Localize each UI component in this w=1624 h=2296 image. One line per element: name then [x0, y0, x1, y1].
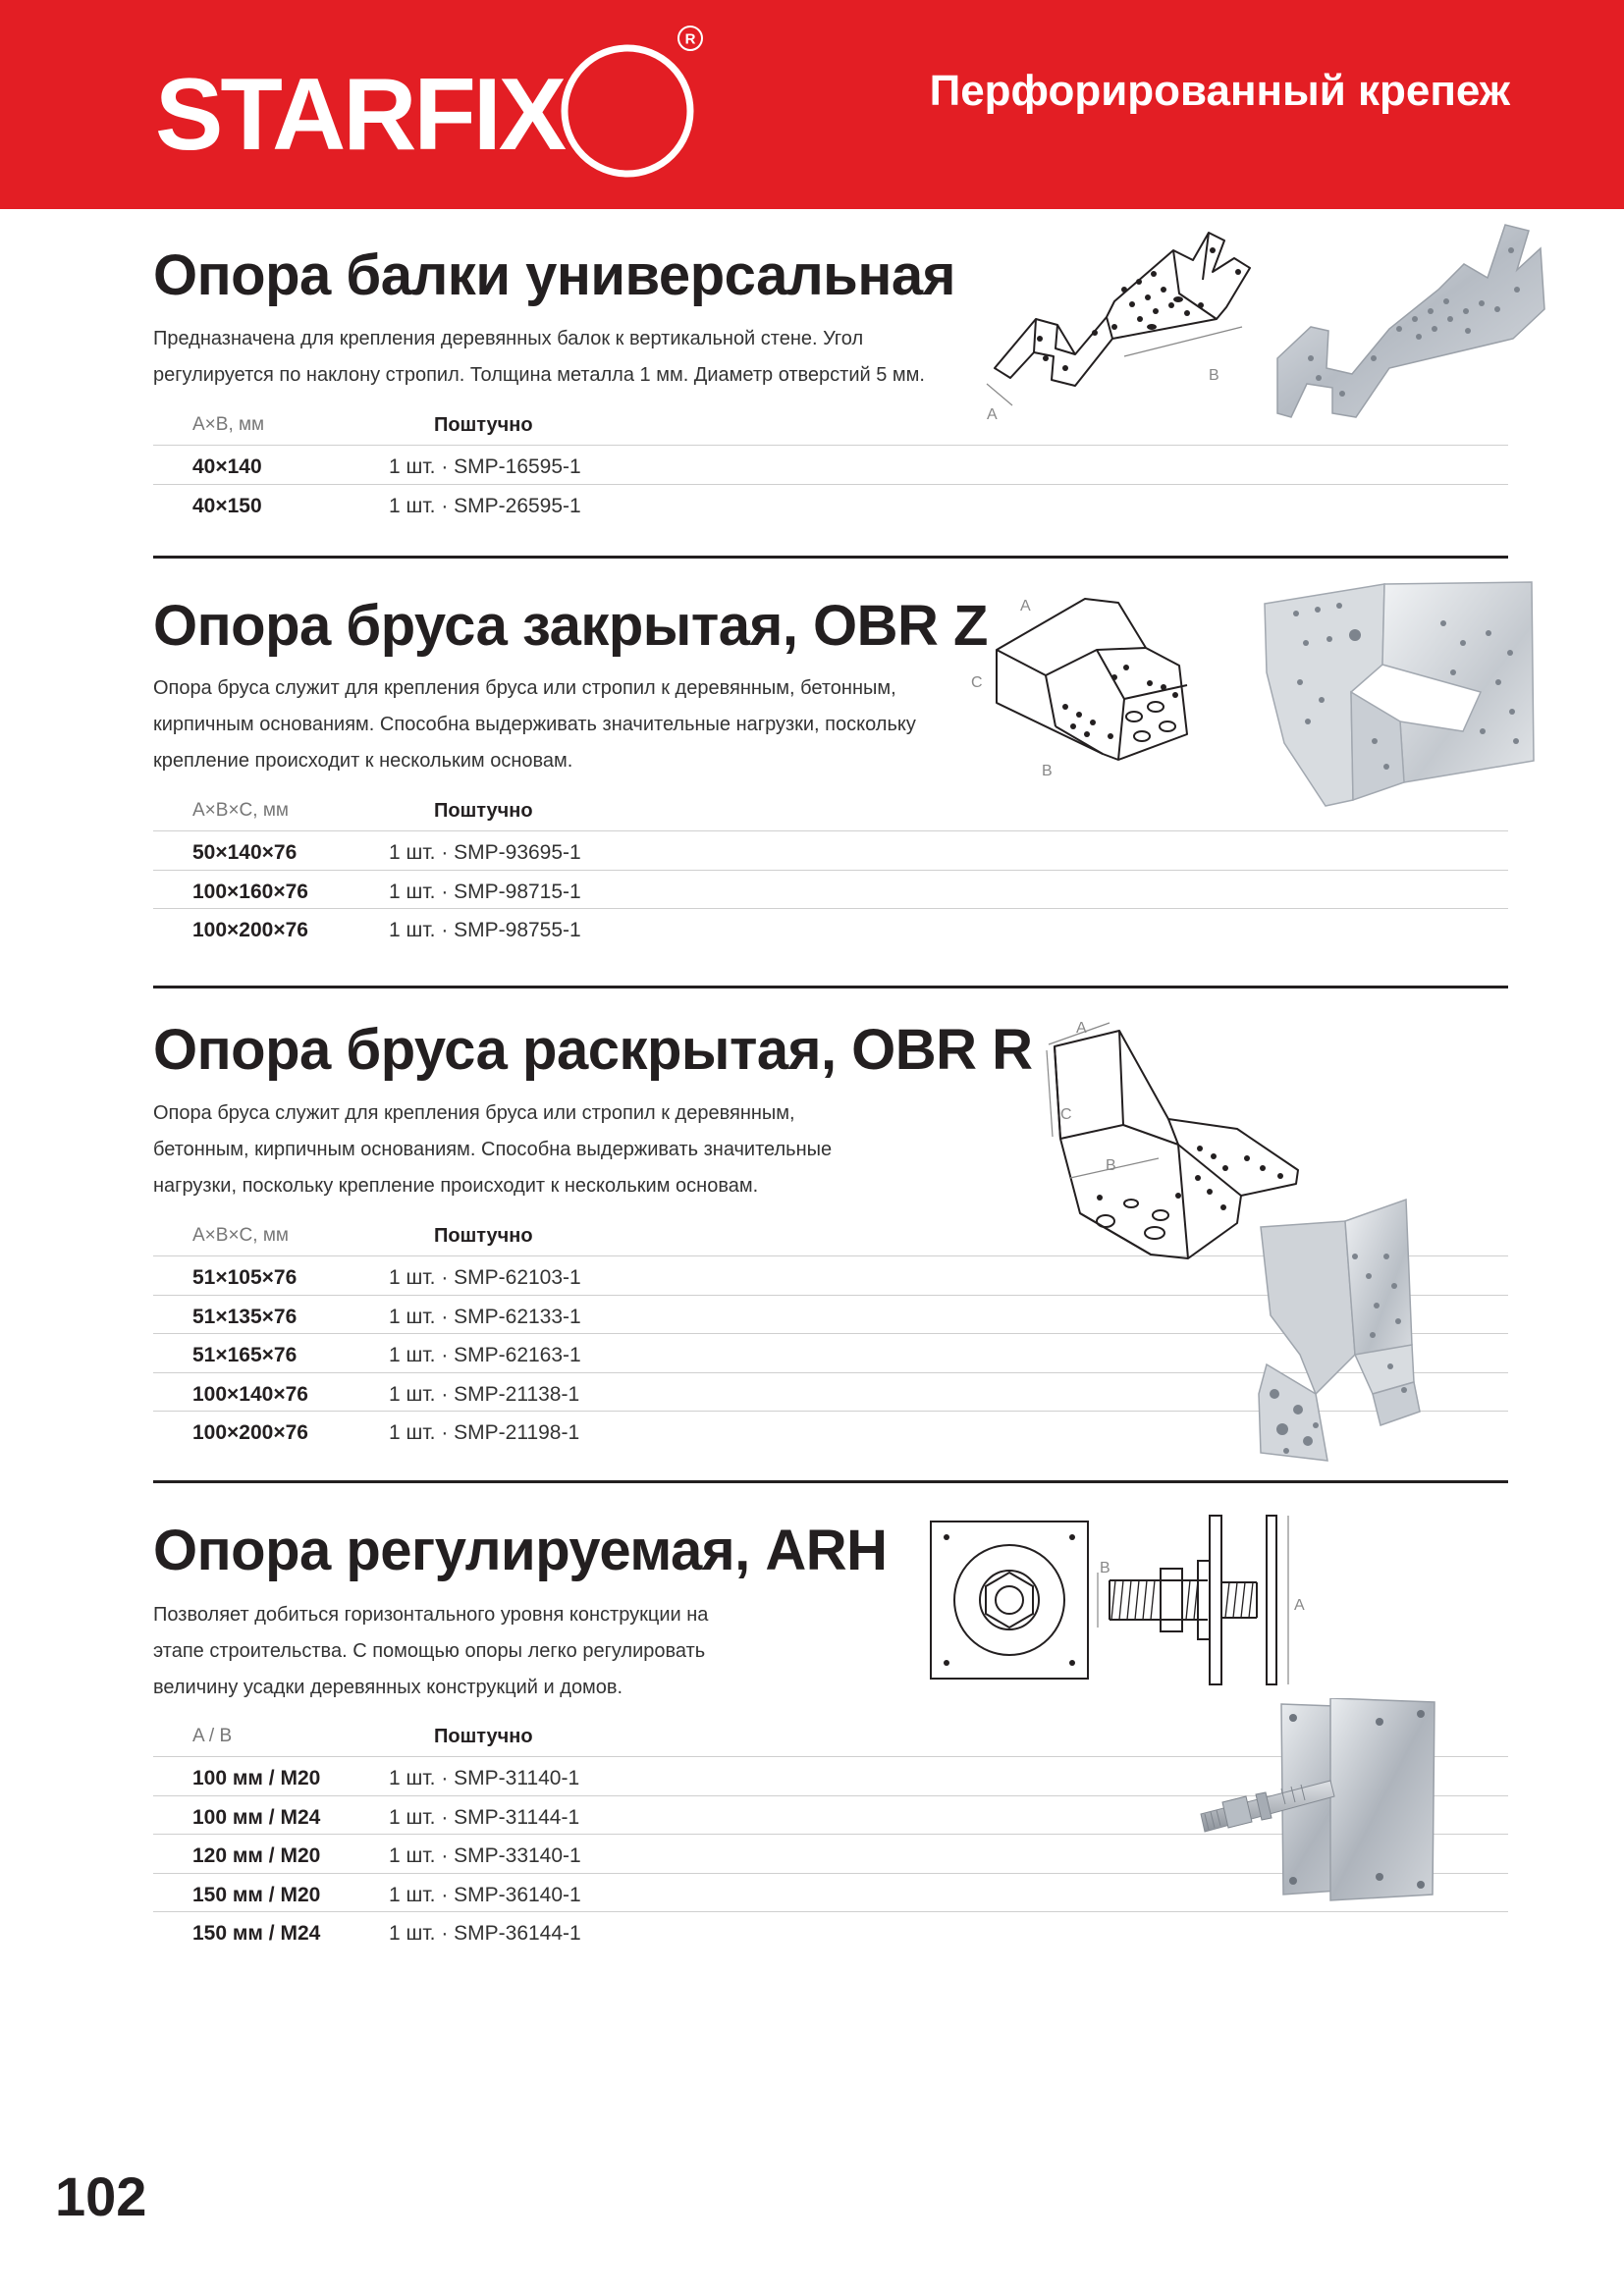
table-row — [153, 485, 1508, 524]
article-cell: 1 шт. · SMP-62103-1 — [389, 1266, 581, 1289]
description-line: бетонным, кирпичным основаниям. Способна выдерживать значительные — [153, 1139, 833, 1160]
section-title-obr-r: Опора бруса раскрытая, OBR R — [153, 1018, 1033, 1082]
dimension-label-b: B — [1042, 763, 1053, 779]
section-divider — [153, 1480, 1508, 1483]
article-cell: 1 шт. · SMP-36144-1 — [389, 1922, 581, 1945]
description-line: величину усадки деревянных конструкций и домов. — [153, 1677, 623, 1698]
dimension-label-b: B — [1100, 1560, 1110, 1576]
description-line: нагрузки, поскольку крепление происходит к нескольким основам. — [153, 1175, 759, 1197]
obr-r-photo — [1257, 1198, 1522, 1463]
size-cell: 51×135×76 — [192, 1305, 298, 1328]
dimension-label-a: A — [1020, 598, 1031, 614]
table-row — [153, 871, 1508, 910]
obr-z-photo — [1257, 574, 1542, 810]
size-cell: 100×200×76 — [192, 1421, 308, 1444]
section-description — [153, 670, 916, 779]
description-line: этапе строительства. С помощью опоры легко регулировать — [153, 1640, 706, 1662]
section-title-obr-z: Опора бруса закрытая, OBR Z — [153, 594, 988, 658]
article-cell: 1 шт. · SMP-62133-1 — [389, 1305, 581, 1328]
size-cell: 40×150 — [192, 494, 262, 517]
dimension-label-b: B — [1106, 1157, 1116, 1174]
dimension-label-a: A — [1294, 1597, 1305, 1614]
arh-drawing — [923, 1512, 1316, 1688]
beam-support-photo — [1272, 221, 1546, 432]
dimension-label-c: C — [1060, 1106, 1072, 1123]
description-line: Предназначена для крепления деревянных балок к вертикальной стене. Угол — [153, 328, 864, 349]
table-row — [153, 446, 1508, 485]
header-section-title: Перфорированный крепеж — [929, 67, 1510, 115]
size-cell: 100×160×76 — [192, 880, 308, 903]
size-column-header: A×B, мм — [192, 414, 265, 435]
section-description — [153, 321, 925, 394]
article-cell: 1 шт. · SMP-26595-1 — [389, 494, 581, 517]
dimension-label-c: C — [971, 674, 983, 691]
obr-z-drawing — [967, 589, 1232, 785]
article-cell: 1 шт. · SMP-98755-1 — [389, 919, 581, 941]
registered-trademark-icon — [676, 24, 705, 53]
article-cell: 1 шт. · SMP-33140-1 — [389, 1844, 581, 1867]
description-line: регулируется по наклону стропил. Толщина металла 1 мм. Диаметр отверстий 5 мм. — [153, 364, 925, 386]
size-cell: 150 мм / М24 — [192, 1922, 321, 1945]
table-row — [153, 909, 1508, 948]
description-line: крепление происходит к нескольким основам. — [153, 750, 573, 772]
beam-support-drawing — [977, 211, 1272, 427]
dimension-label-a: A — [1076, 1020, 1087, 1037]
size-cell: 120 мм / М20 — [192, 1844, 321, 1867]
description-line: Опора бруса служит для крепления бруса или стропил к деревянным, бетонным, — [153, 677, 896, 699]
article-cell: 1 шт. · SMP-93695-1 — [389, 841, 581, 864]
logo-circle-icon — [558, 41, 697, 181]
description-line: кирпичным основаниям. Способна выдерживать значительные нагрузки, поскольку — [153, 714, 916, 735]
size-cell: 100×140×76 — [192, 1382, 308, 1406]
section-title-arh: Опора регулируемая, ARH — [153, 1519, 888, 1582]
description-line: Позволяет добиться горизонтального уровня конструкции на — [153, 1604, 709, 1626]
table-row — [153, 831, 1508, 871]
section-description — [153, 1597, 708, 1706]
size-column-header: A×B×C, мм — [192, 800, 289, 821]
unit-column-header: Поштучно — [434, 414, 533, 436]
starfix-logo — [155, 30, 696, 188]
size-cell: 150 мм / М20 — [192, 1883, 321, 1906]
unit-column-header: Поштучно — [434, 1726, 533, 1747]
page-number: 102 — [55, 2165, 147, 2227]
dimension-label-b: B — [1209, 367, 1219, 384]
unit-column-header: Поштучно — [434, 800, 533, 822]
unit-column-header: Поштучно — [434, 1225, 533, 1247]
article-cell: 1 шт. · SMP-21138-1 — [389, 1382, 580, 1406]
size-column-header: A / B — [192, 1726, 233, 1746]
size-cell: 100×200×76 — [192, 919, 308, 941]
svg-text:R: R — [684, 30, 696, 48]
article-cell: 1 шт. · SMP-21198-1 — [389, 1421, 580, 1444]
section-divider — [153, 556, 1508, 559]
section-title-universal-beam-support: Опора балки универсальная — [153, 243, 955, 307]
description-line: Опора бруса служит для крепления бруса или стропил к деревянным, — [153, 1102, 795, 1124]
article-cell: 1 шт. · SMP-31140-1 — [389, 1767, 580, 1789]
size-cell: 51×165×76 — [192, 1344, 298, 1366]
page-header — [0, 0, 1624, 209]
size-column-header: A×B×C, мм — [192, 1225, 289, 1246]
table-row — [153, 1912, 1508, 1951]
logo-wordmark: STARFIX — [155, 58, 565, 172]
arh-photo — [1183, 1698, 1438, 1904]
article-cell: 1 шт. · SMP-36140-1 — [389, 1883, 581, 1906]
size-cell: 40×140 — [192, 455, 262, 478]
spec-table — [153, 792, 1508, 948]
article-cell: 1 шт. · SMP-31144-1 — [389, 1805, 580, 1829]
size-cell: 100 мм / М20 — [192, 1767, 321, 1789]
article-cell: 1 шт. · SMP-98715-1 — [389, 880, 581, 903]
article-cell: 1 шт. · SMP-16595-1 — [389, 455, 581, 478]
article-cell: 1 шт. · SMP-62163-1 — [389, 1344, 581, 1366]
section-description — [153, 1095, 832, 1204]
section-divider — [153, 986, 1508, 988]
size-cell: 50×140×76 — [192, 841, 298, 864]
dimension-label-a: A — [987, 406, 998, 423]
size-cell: 51×105×76 — [192, 1266, 298, 1289]
size-cell: 100 мм / М24 — [192, 1805, 321, 1829]
